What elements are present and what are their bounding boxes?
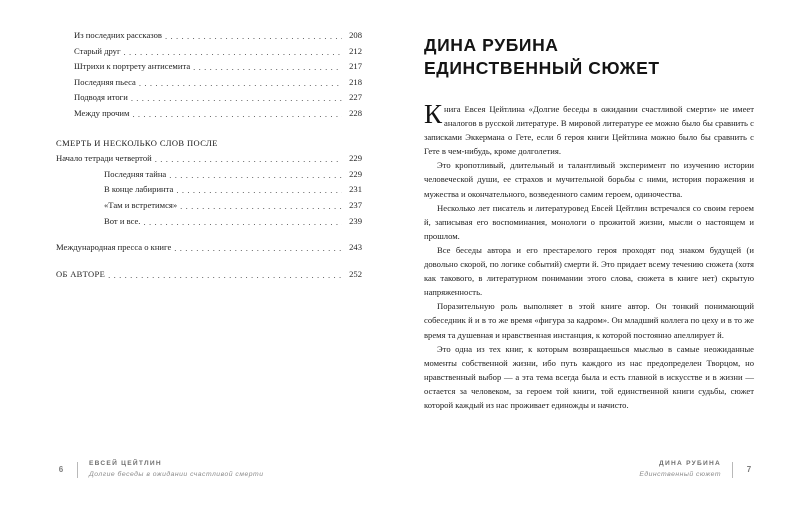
toc-entry[interactable] bbox=[56, 28, 362, 44]
title-line-author: ДИНА РУБИНА bbox=[424, 35, 559, 55]
toc-entry-page: 243 bbox=[349, 242, 362, 253]
toc-spacer bbox=[56, 122, 362, 136]
footer-author: ДИНА РУБИНА bbox=[659, 460, 721, 467]
toc-entry-label: Штрихи к портрету антисемита bbox=[74, 61, 191, 72]
toc-entry-page: 217 bbox=[349, 61, 362, 72]
toc-leader-dots bbox=[165, 33, 342, 44]
toc-leader-dots bbox=[174, 245, 342, 256]
article-paragraph: Поразительную роль выполняет в этой книге автор. Он тонкий понимающий собеседник й и в то же время «фигура за кадром». Он младший коллега по цеху и в то же время та душевная и нравственная инстанция, к которой постоянно апеллирует й. bbox=[424, 301, 754, 340]
toc-entry-label: Международная пресса о книге bbox=[56, 242, 172, 253]
toc-entry[interactable] bbox=[56, 198, 362, 214]
toc-leader-dots bbox=[169, 171, 342, 182]
toc-entry[interactable] bbox=[56, 182, 362, 198]
footer-text bbox=[89, 459, 263, 480]
toc-entry-page: 218 bbox=[349, 76, 362, 87]
toc-leader-dots bbox=[124, 48, 343, 59]
toc-entry-page: 229 bbox=[349, 153, 362, 164]
toc-spacer bbox=[56, 229, 362, 240]
toc-leader-dots bbox=[180, 203, 342, 214]
toc-entry-page: 229 bbox=[349, 168, 362, 179]
toc-entry[interactable] bbox=[56, 44, 362, 60]
toc-entry-label: Вот и все. bbox=[104, 215, 141, 226]
toc-leader-dots bbox=[131, 95, 342, 106]
toc-entry-page: 252 bbox=[349, 268, 362, 279]
toc-entry-label: Старый друг bbox=[74, 45, 121, 56]
table-of-contents bbox=[56, 28, 362, 282]
toc-entry-label: В конце лабиринта bbox=[104, 184, 174, 195]
article-paragraph: Несколько лет писатель и литературовед Евсей Цейтлин встречался со своим героем й, записывая его воспоминания, монологи о прожитой жизни, мысли о настоящем и прошлом. bbox=[424, 202, 754, 241]
left-page-footer bbox=[56, 459, 263, 480]
toc-entry[interactable] bbox=[56, 214, 362, 230]
toc-entry[interactable] bbox=[56, 75, 362, 91]
toc-entry-label: Начало тетради четвертой bbox=[56, 153, 152, 164]
toc-entry-page: 231 bbox=[349, 184, 362, 195]
toc-entry-page: 237 bbox=[349, 199, 362, 210]
toc-entry[interactable] bbox=[56, 240, 362, 256]
toc-entry[interactable] bbox=[56, 151, 362, 167]
article-paragraph: Книга Евсея Цейтлина «Долгие беседы в ожидании счастливой смерти» не имеет аналогов в русской литературе. В мировой литературе ее можно было бы сравнить с записками Эккермана о Гете, если б героя книги Цейтлина можно было бы сравнить с Гете в чем-нибудь, кроме долголетия. bbox=[424, 99, 754, 157]
toc-entry-label: Последняя пьеса bbox=[74, 76, 136, 87]
toc-entry-label: Из последних рассказов bbox=[74, 30, 162, 40]
footer-divider bbox=[732, 462, 733, 478]
page-number: 7 bbox=[746, 465, 752, 474]
footer-author: ЕВСЕЙ ЦЕЙТЛИН bbox=[89, 460, 162, 467]
footer-book-title: Единственный сюжет bbox=[639, 470, 721, 478]
toc-entry[interactable] bbox=[56, 90, 362, 106]
toc-leader-dots bbox=[139, 79, 342, 90]
footer-divider bbox=[77, 462, 78, 478]
toc-leader-dots bbox=[155, 156, 342, 167]
title-line-subject: ЕДИНСТВЕННЫЙ СЮЖЕТ bbox=[424, 58, 660, 78]
toc-entry-page: 239 bbox=[349, 215, 362, 226]
toc-entry-page: 227 bbox=[349, 92, 362, 103]
article-paragraph: Это одна из тех книг, к которым возвращаешься мыслью в самые неожиданные моменты собственной жизни, ибо путь каждого из нас предопределен Творцом, но нравственный выбор — а эта тема всегда была и есть главной в искусстве и в жизни — остается за человеком, за героем той книги, той единственной книги судьбы, сюжет которой каждый из нас проживает единожды и начисто. bbox=[424, 343, 754, 410]
page-title bbox=[424, 34, 754, 80]
article-paragraph: Это кропотливый, длительный и талантливый эксперимент по изучению истории человеческой души, ее страхов и мучительной борьбы с ними, история поражения и мужества и окончательного, возведенного самим героем, одиночества. bbox=[424, 160, 754, 199]
footer-text bbox=[639, 459, 721, 480]
toc-entry-label: Последняя тайна bbox=[104, 168, 167, 179]
toc-entry-page: 228 bbox=[349, 107, 362, 118]
toc-leader-dots bbox=[132, 111, 342, 122]
toc-entry-label: ОБ АВТОРЕ bbox=[56, 268, 106, 279]
toc-entry[interactable] bbox=[56, 267, 362, 283]
article-body bbox=[424, 99, 754, 412]
right-page bbox=[400, 0, 800, 508]
article-paragraph: Все беседы автора и его престарелого героя проходят под знаком будущей (и довольно скорой, по логике событий) смерти й. Это придает всему течению сюжета (хотя как такового, в литературном понимании этого слова, сюжета в книге нет) скрытую напряженность. bbox=[424, 244, 754, 298]
toc-entry-label: «Там и встретимся» bbox=[104, 199, 178, 210]
toc-entry[interactable] bbox=[56, 167, 362, 183]
toc-spacer bbox=[56, 256, 362, 267]
toc-entry-label: Между прочим bbox=[74, 107, 130, 118]
toc-leader-dots bbox=[143, 218, 342, 229]
toc-entry-label: Подводя итоги bbox=[74, 92, 128, 103]
footer-book-title: Долгие беседы в ожидании счастливой смерти bbox=[89, 470, 264, 478]
toc-entry[interactable] bbox=[56, 59, 362, 75]
toc-entry-page: 208 bbox=[349, 30, 362, 40]
toc-section-heading: СМЕРТЬ И НЕСКОЛЬКО СЛОВ ПОСЛЕ bbox=[56, 137, 218, 148]
right-page-footer bbox=[639, 459, 754, 480]
toc-entry-page: 212 bbox=[349, 45, 362, 56]
toc-leader-dots bbox=[193, 64, 342, 75]
toc-leader-dots bbox=[108, 271, 342, 282]
page-number: 6 bbox=[58, 465, 64, 474]
toc-leader-dots bbox=[176, 187, 342, 198]
toc-entry[interactable] bbox=[56, 106, 362, 122]
